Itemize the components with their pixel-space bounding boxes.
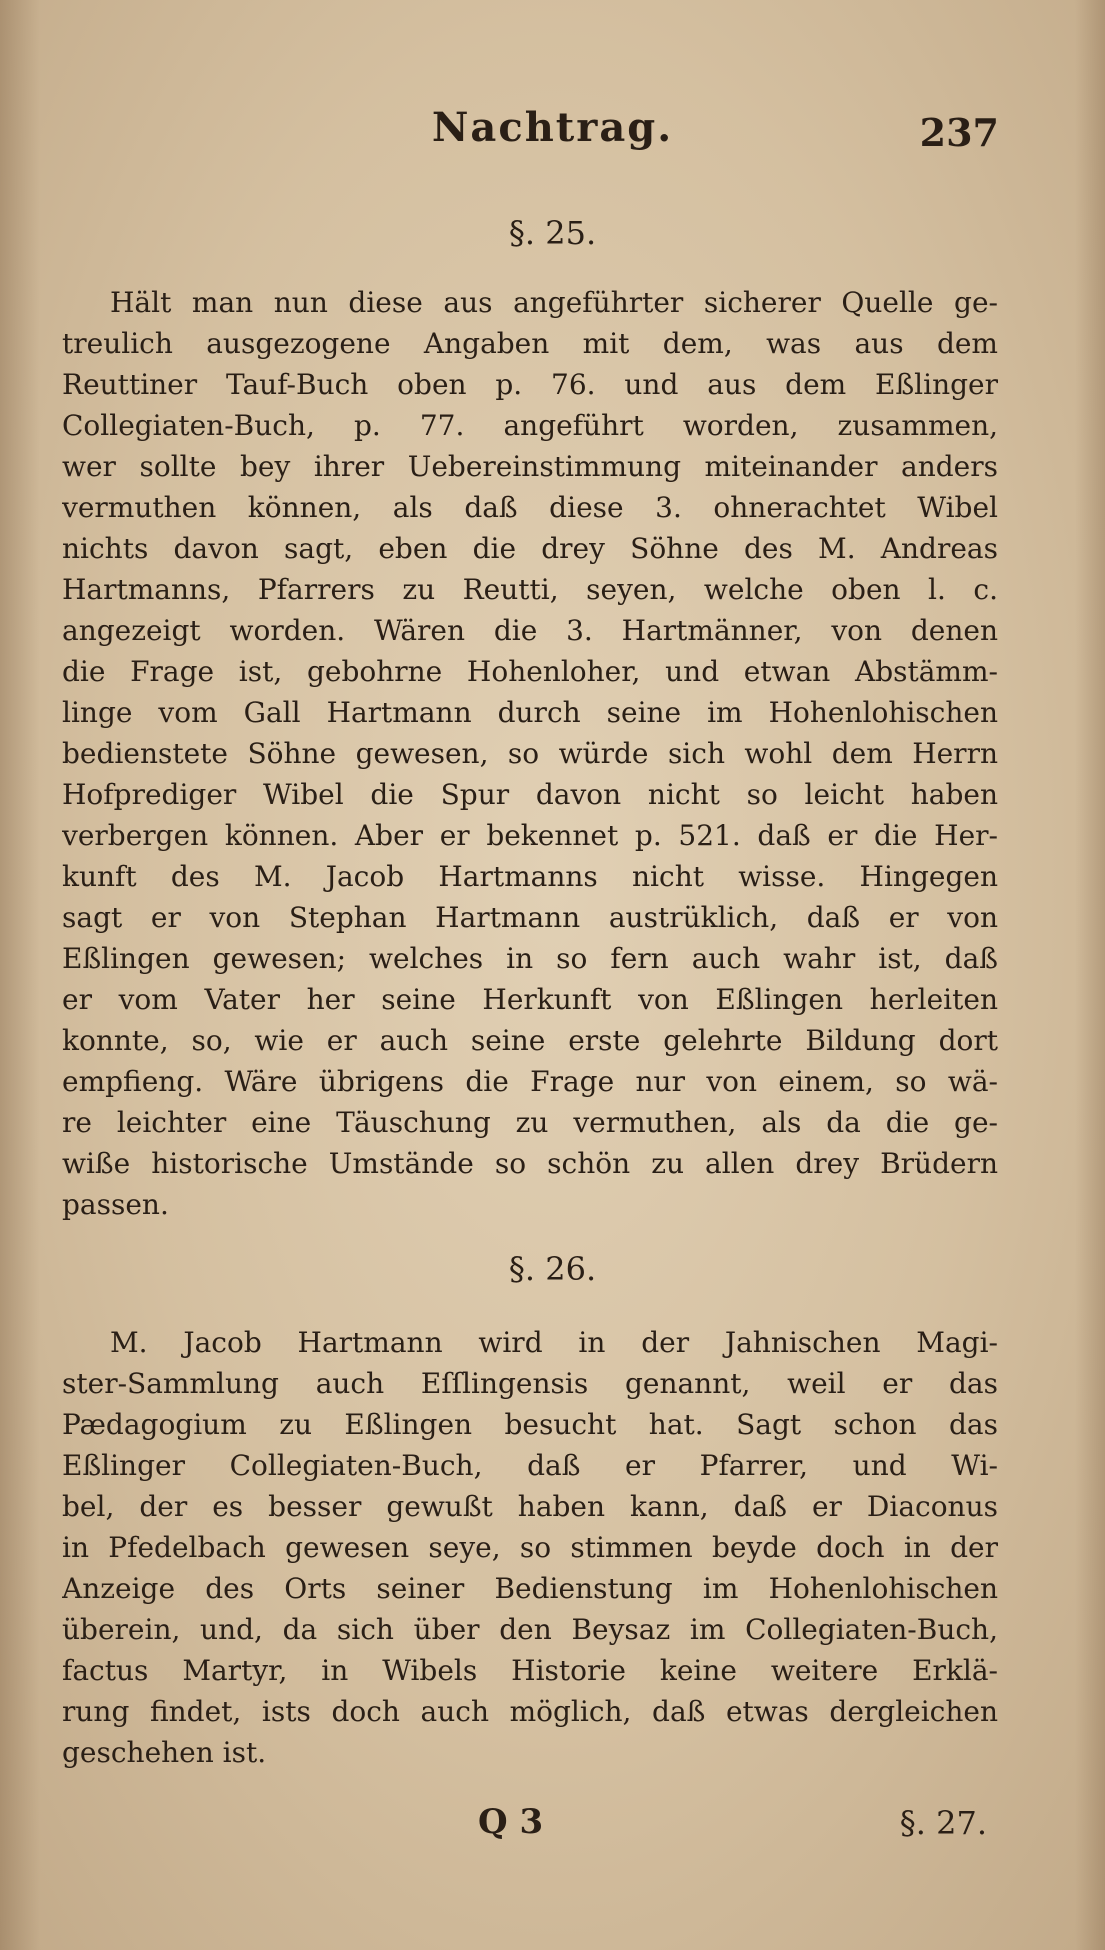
text-line: nichts davon sagt, eben die drey Söhne des M. Andreas <box>62 532 998 565</box>
text-line: vermuthen können, als daß diese 3. ohnerachtet Wibel <box>62 491 998 524</box>
text-line: angezeigt worden. Wären die 3. Hartmänner, von denen <box>62 614 998 647</box>
text-line: geschehen ist. <box>62 1736 267 1769</box>
text-line: überein, und, da sich über den Beysaz im Collegiaten-Buch, <box>62 1613 998 1646</box>
text-line: empfieng. Wäre übrigens die Frage nur von einem, so wä- <box>62 1065 998 1098</box>
text-line: konnte, so, wie er auch seine erste gelehrte Bildung dort <box>62 1024 998 1057</box>
text-line: wiße historische Umstände so schön zu allen drey Brüdern <box>62 1147 998 1180</box>
text-line: factus Martyr, in Wibels Historie keine weitere Erklä- <box>62 1654 998 1687</box>
text-line: kunft des M. Jacob Hartmanns nicht wisse. Hingegen <box>62 860 998 893</box>
text-line: verbergen können. Aber er bekennet p. 521. daß er die Her- <box>62 819 998 852</box>
text-line: Anzeige des Orts seiner Bedienstung im Hohenlohischen <box>62 1572 998 1605</box>
text-line: Collegiaten-Buch, p. 77. angeführt worden, zusammen, <box>62 409 998 442</box>
text-line: ster-Sammlung auch Eſſlingensis genannt, weil er das <box>62 1367 998 1400</box>
text-line: wer sollte bey ihrer Uebereinstimmung miteinander anders <box>62 450 998 483</box>
text-line: sagt er von Stephan Hartmann austrüklich, daß er von <box>62 901 998 934</box>
text-line: Eßlingen gewesen; welches in so fern auch wahr ist, daß <box>62 942 998 975</box>
text-line: re leichter eine Täuschung zu vermuthen, als da die ge- <box>62 1106 998 1139</box>
section-heading-26: §. 26. <box>508 1250 597 1288</box>
section-heading-25: §. 25. <box>508 214 597 252</box>
text-line: Eßlinger Collegiaten-Buch, daß er Pfarrer, und Wi- <box>62 1449 998 1482</box>
text-line: passen. <box>62 1188 169 1221</box>
signature-mark: Q 3 <box>478 1802 544 1842</box>
section-26-text <box>62 1322 998 1773</box>
text-line: die Frage ist, gebohrne Hohenloher, und etwan Abstämm- <box>62 655 998 688</box>
text-line: Hofprediger Wibel die Spur davon nicht so leicht haben <box>62 778 998 811</box>
section-25-text <box>62 282 998 1225</box>
text-line: Hartmanns, Pfarrers zu Reutti, seyen, welche oben l. c. <box>62 573 998 606</box>
text-line: bedienstete Söhne gewesen, so würde sich wohl dem Herrn <box>62 737 998 770</box>
text-line: Hält man nun diese aus angeführter sicherer Quelle ge- <box>110 286 998 319</box>
text-line: treulich ausgezogene Angaben mit dem, was aus dem <box>62 327 998 360</box>
text-line: in Pfedelbach gewesen seye, so stimmen beyde doch in der <box>62 1531 998 1564</box>
running-title: Nachtrag. <box>431 104 674 151</box>
text-line: rung findet, ists doch auch möglich, daß etwas dergleichen <box>62 1695 998 1728</box>
text-line: Reuttiner Tauf-Buch oben p. 76. und aus dem Eßlinger <box>62 368 998 401</box>
text-line: er vom Vater her seine Herkunft von Eßlingen herleiten <box>62 983 998 1016</box>
catchword: §. 27. <box>899 1804 987 1842</box>
text-line: M. Jacob Hartmann wird in der Jahnischen Magi- <box>110 1326 998 1359</box>
text-line: Pædagogium zu Eßlingen besucht hat. Sagt schon das <box>62 1408 998 1441</box>
text-line: linge vom Gall Hartmann durch seine im Hohenlohischen <box>62 696 998 729</box>
text-line: bel, der es besser gewußt haben kann, daß er Diaconus <box>62 1490 998 1523</box>
page-number: 237 <box>919 110 999 155</box>
